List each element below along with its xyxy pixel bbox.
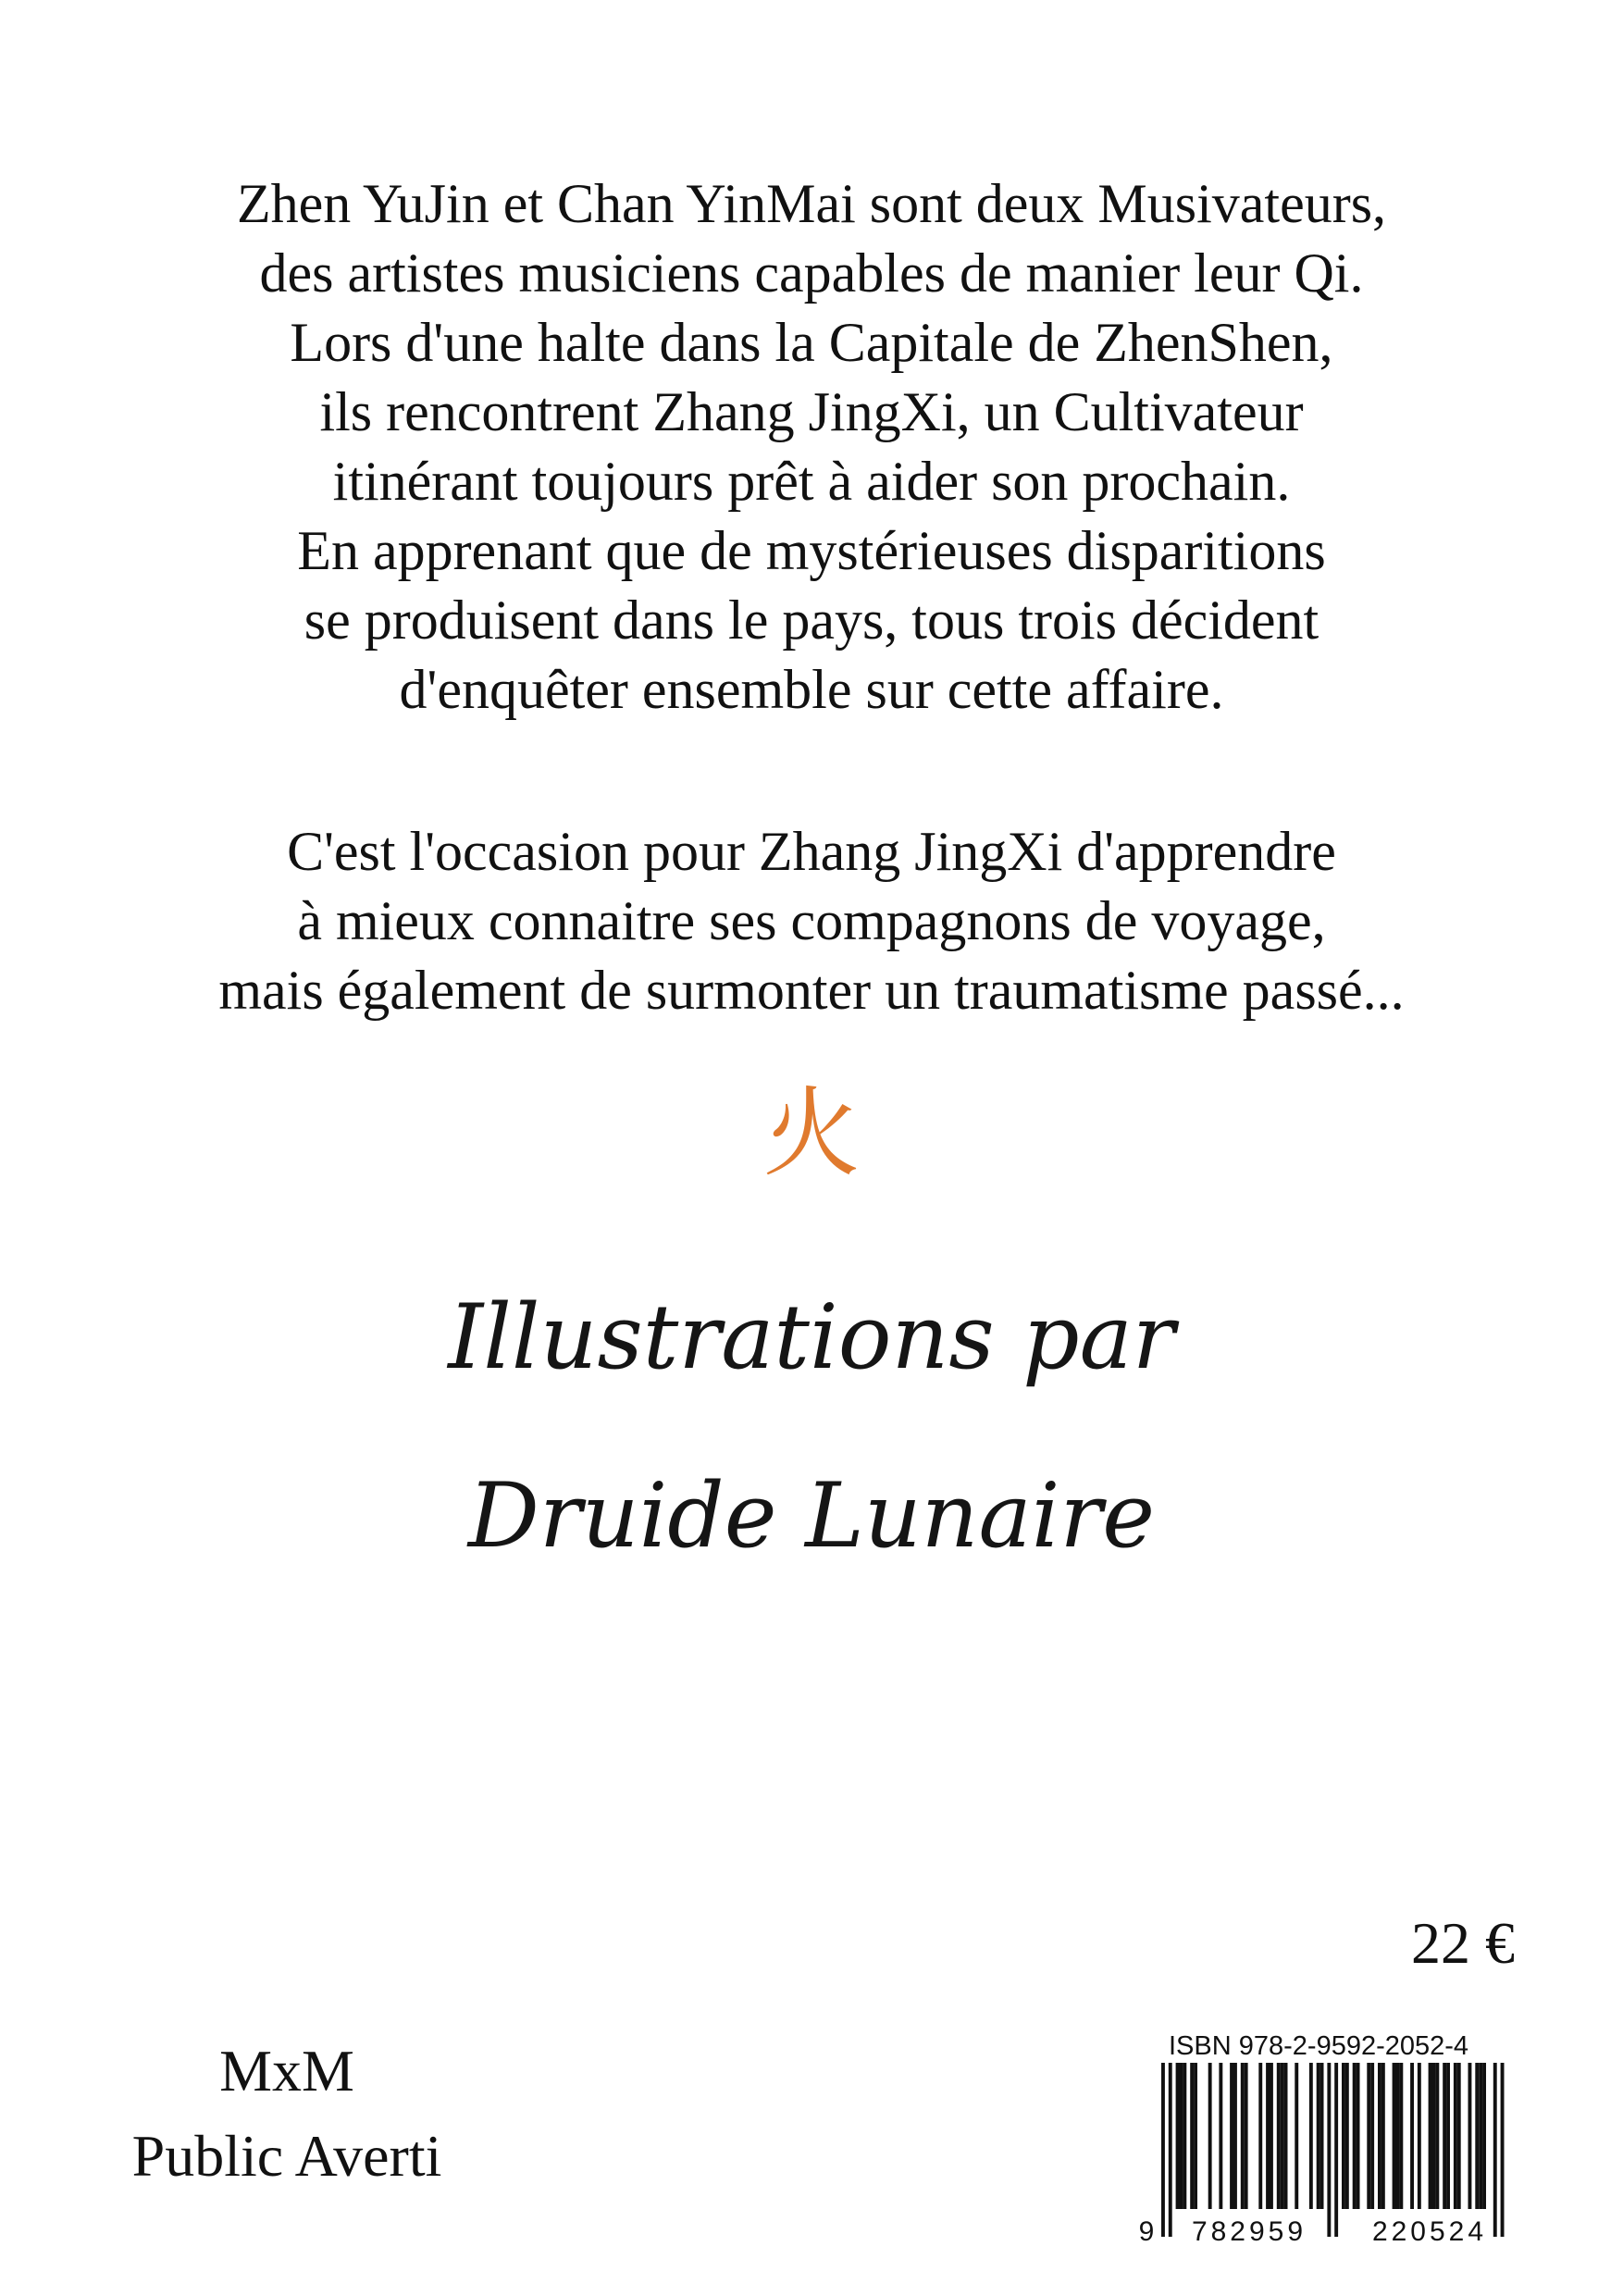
blurb-line: se produisent dans le pays, tous trois décident	[304, 590, 1319, 651]
blurb-line: En apprenant que de mystérieuses disparitions	[297, 520, 1326, 581]
publisher-name: MxM	[219, 2038, 354, 2104]
barcode-bar	[1176, 2063, 1180, 2209]
barcode-bar	[1320, 2063, 1324, 2209]
barcode-bar	[1258, 2063, 1262, 2209]
barcode-bar	[1295, 2063, 1298, 2209]
barcode-bar	[1317, 2063, 1320, 2209]
blurb-line: C'est l'occasion pour Zhang JingXi d'apprendre	[287, 821, 1336, 882]
barcode-bar	[1284, 2063, 1288, 2209]
barcode-bar	[1208, 2063, 1212, 2209]
barcode-bar	[1468, 2063, 1472, 2209]
barcode-bar	[1418, 2063, 1421, 2209]
blurb-paragraph-1	[0, 169, 1623, 725]
blurb-line: des artistes musiciens capables de manier leur Qi.	[259, 242, 1364, 304]
barcode-bar	[1410, 2063, 1414, 2209]
barcode-bar	[1277, 2063, 1281, 2209]
audience-rating: Public Averti	[131, 2123, 442, 2189]
barcode-bar	[1501, 2063, 1505, 2237]
barcode-bar	[1457, 2063, 1461, 2209]
barcode-bar	[1190, 2063, 1194, 2209]
barcode-bar	[1493, 2063, 1497, 2237]
barcode-bar	[1281, 2063, 1284, 2209]
barcode-bar	[1396, 2063, 1400, 2209]
barcode-bar	[1353, 2063, 1357, 2209]
barcode-bar	[1479, 2063, 1482, 2209]
barcode-bar	[1357, 2063, 1360, 2209]
barcode-icon	[1134, 2063, 1531, 2244]
price-label: 22 €	[1411, 1910, 1515, 1976]
barcode-bar	[1266, 2063, 1270, 2209]
barcode-bar	[1432, 2063, 1436, 2209]
barcode-bar	[1367, 2063, 1370, 2209]
barcode-bar	[1345, 2063, 1349, 2209]
blurb-line: à mieux connaitre ses compagnons de voyage,	[297, 890, 1326, 951]
barcode-bar	[1454, 2063, 1457, 2209]
barcode-bar	[1219, 2063, 1222, 2209]
barcode-bar	[1429, 2063, 1432, 2209]
barcode-bar	[1241, 2063, 1245, 2209]
publisher-block	[93, 2029, 481, 2199]
barcode-digit-first: 9	[1138, 2216, 1155, 2244]
barcode-bar	[1233, 2063, 1237, 2209]
blurb-paragraph-2	[0, 817, 1623, 1025]
barcode-bar	[1435, 2063, 1439, 2209]
isbn-barcode	[1134, 2031, 1531, 2244]
barcode-bar	[1446, 2063, 1450, 2209]
barcode-bar	[1334, 2063, 1338, 2237]
barcode-bar	[1183, 2063, 1186, 2209]
barcode-bar	[1475, 2063, 1479, 2209]
barcode-bar	[1399, 2063, 1403, 2209]
barcode-bar	[1381, 2063, 1385, 2209]
barcode-bar	[1194, 2063, 1197, 2209]
barcode-bar	[1245, 2063, 1248, 2209]
barcode-bar	[1169, 2063, 1172, 2237]
barcode-bar	[1180, 2063, 1183, 2209]
barcode-bar	[1161, 2063, 1165, 2237]
barcode-bar	[1309, 2063, 1313, 2209]
barcode-bar	[1270, 2063, 1273, 2209]
blurb-line: Lors d'une halte dans la Capitale de ZhenShen,	[290, 312, 1333, 373]
barcode-bar	[1327, 2063, 1331, 2237]
barcode-bar	[1378, 2063, 1381, 2209]
barcode-bar	[1370, 2063, 1374, 2209]
illustrator-name: Druide Lunaire	[467, 1464, 1156, 1568]
barcode-bar	[1393, 2063, 1396, 2209]
barcode-bar	[1482, 2063, 1486, 2209]
blurb-line: ils rencontrent Zhang JingXi, un Cultivateur	[319, 381, 1304, 442]
fire-character-ornament: 火	[762, 1077, 861, 1190]
barcode-digits-right: 220524	[1371, 2216, 1488, 2244]
blurb-line: Zhen YuJin et Chan YinMai sont deux Musivateurs,	[236, 173, 1387, 234]
blurb-line: d'enquêter ensemble sur cette affaire.	[399, 659, 1224, 720]
barcode-bar	[1342, 2063, 1345, 2209]
isbn-label: ISBN 978-2-9592-2052-4	[1169, 2031, 1469, 2061]
barcode-digits-left: 782959	[1191, 2216, 1307, 2244]
barcode-bar	[1230, 2063, 1233, 2209]
blurb-line: itinérant toujours prêt à aider son prochain.	[332, 451, 1291, 512]
barcode-bar	[1443, 2063, 1446, 2209]
blurb-line: mais également de surmonter un traumatisme passé...	[218, 960, 1405, 1021]
illustrations-credit-line: Illustrations par	[448, 1285, 1175, 1389]
